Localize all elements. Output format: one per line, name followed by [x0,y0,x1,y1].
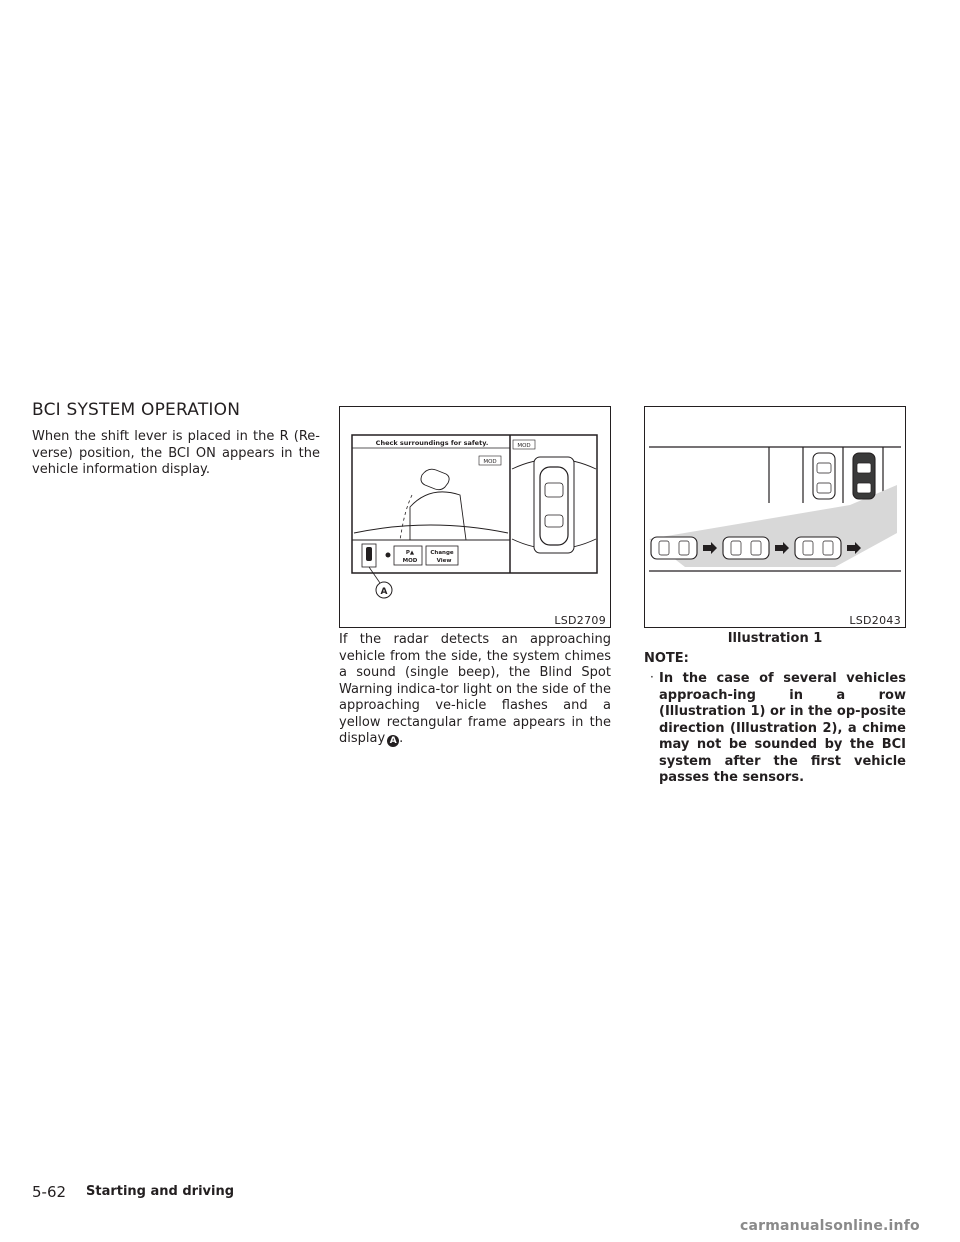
intro-paragraph: When the shift lever is placed in the R (Re-verse) position, the BCI ON appears in the vehicle information display. [32,429,320,477]
change-label: Change [430,550,454,556]
radar-paragraph-text: If the radar detects an approaching vehicle from the side, the system chimes a sound (single beep), the Blind Spot Warning indica-tor light on the side of the approaching ve-hicle flashes and a yellow rectangular frame appears in the display [339,632,611,746]
camera-icon [386,553,391,558]
callout-a-inline: A [387,735,399,747]
figure-parking-lot [644,406,906,628]
figure1-code: LSD2709 [554,614,606,627]
watermark: carmanualsonline.info [740,1218,920,1234]
approaching-car-3 [795,537,841,559]
note-label: NOTE: [644,651,689,666]
top-view-car-icon [540,467,568,545]
mod-label-right: MOD [517,443,531,449]
callout-a: A [380,587,388,597]
bullet-marker: · [650,670,654,684]
parking-lot-illustration [645,407,905,627]
figure2-caption: Illustration 1 [727,631,823,646]
mod-label-left: MOD [483,459,497,465]
figure2-code: LSD2043 [849,614,901,627]
radar-paragraph: If the radar detects an approaching vehicle from the side, the system chimes a sound (single beep), the Blind Spot Warning indica-tor light on the side of the approaching ve-hicle flashes and a yellow rectangular frame appears in the display A . [339,632,611,746]
footer-section-title: Starting and driving [86,1184,235,1199]
section-heading: BCI SYSTEM OPERATION [32,400,241,420]
figure-display-screen [339,406,611,628]
display-screen-illustration [340,407,610,627]
mod-button-label: MOD [402,558,418,564]
screen-message: Check surroundings for safety. [375,439,489,447]
approaching-car-1 [651,537,697,559]
view-label: View [436,558,452,564]
svg-text:P▲: P▲ [405,550,415,556]
note-bullet: In the case of several vehicles approach-ing in a row (Illustration 1) or in the op-posite direction (Illustration 2), a chime may not be sounded by the BCI system after the first vehicle passes the sensors. [659,671,906,785]
page-number: 5-62 [32,1183,67,1201]
approaching-car-2 [723,537,769,559]
